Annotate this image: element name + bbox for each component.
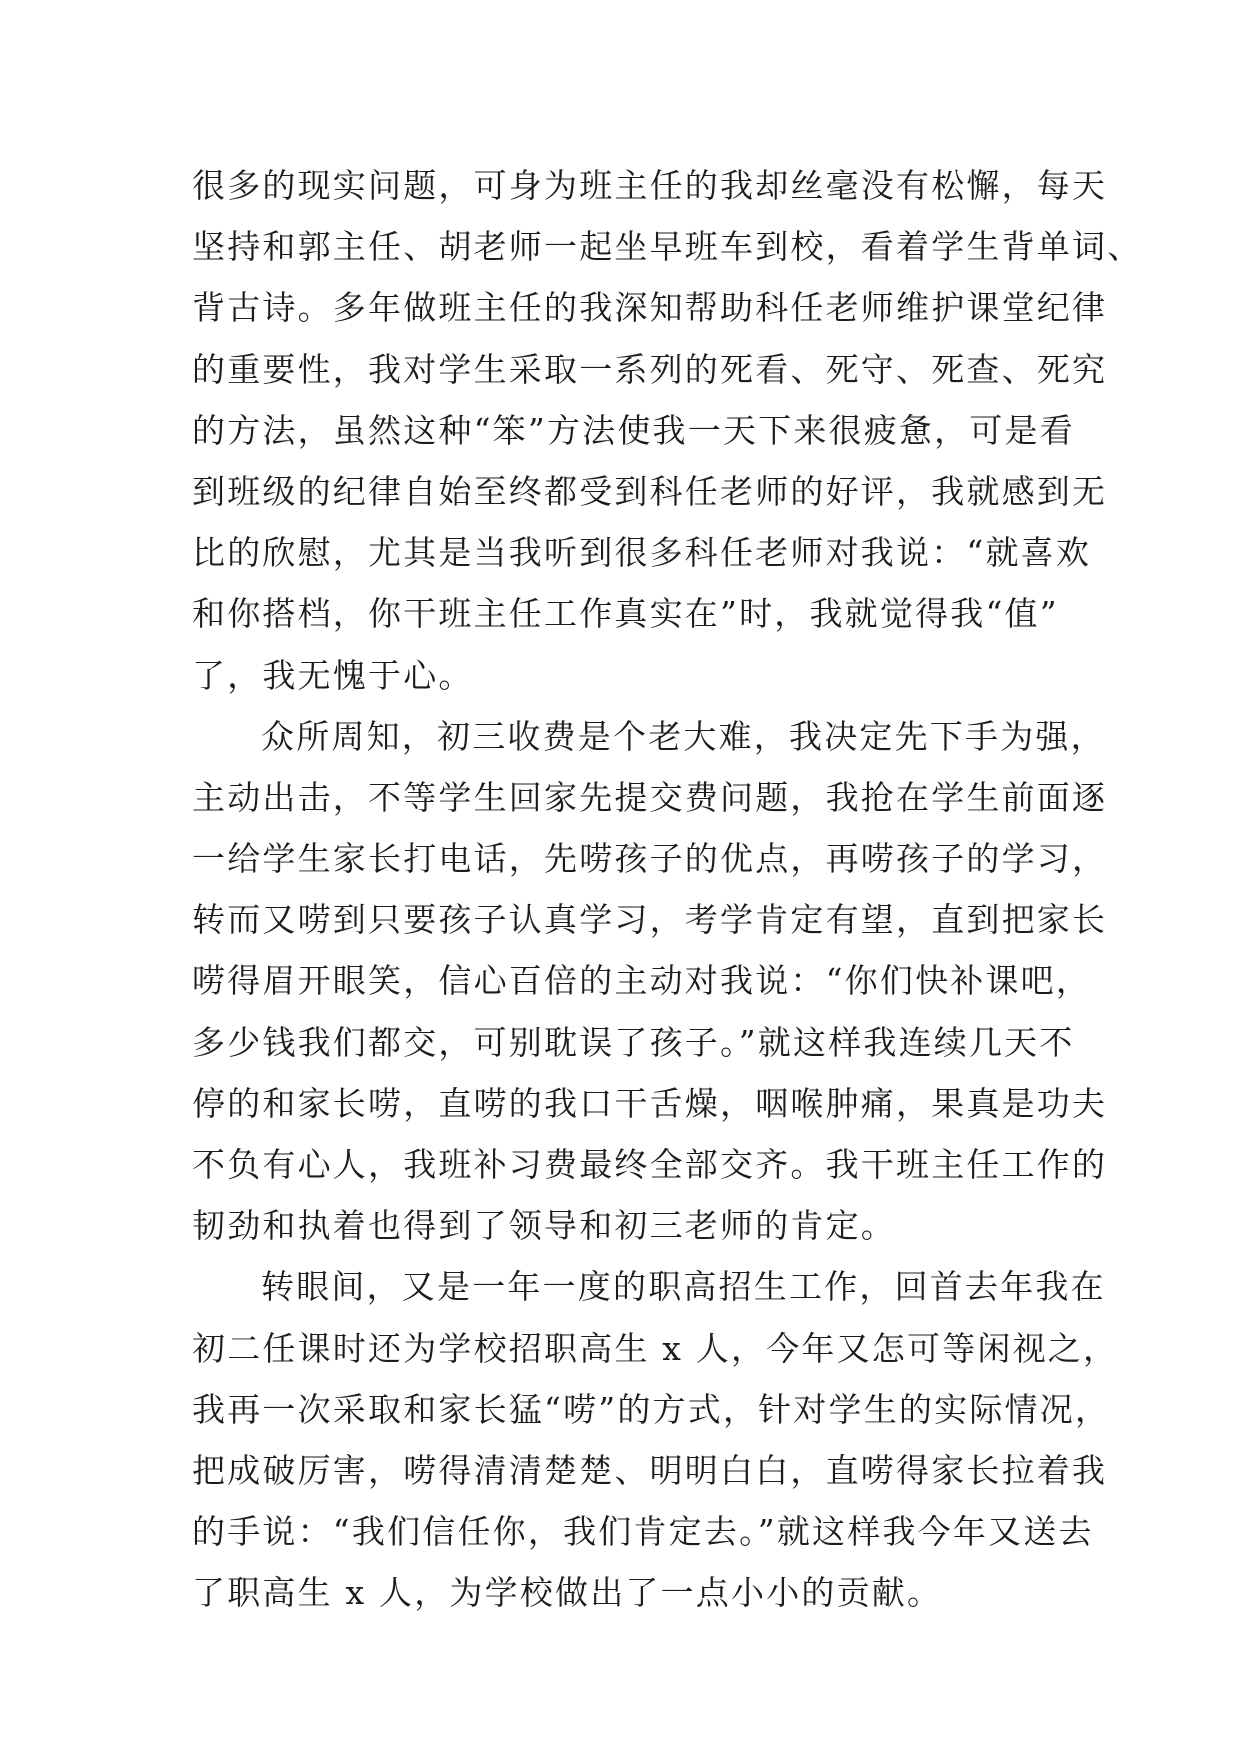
text-line: 主动出击，不等学生回家先提交费问题，我抢在学生前面逐 [192,777,1108,817]
text-line: 的重要性，我对学生采取一系列的死看、死守、死查、死究 [192,349,1108,389]
text-line: 韧劲和执着也得到了领导和初三老师的肯定。 [192,1206,896,1246]
text-line: 了职高生 x 人，为学校做出了一点小小的贡献。 [192,1573,943,1613]
text-line: 转而又唠到只要孩子认真学习，考学肯定有望，直到把家长 [192,900,1108,940]
text-line: 一给学生家长打电话，先唠孩子的优点，再唠孩子的学习， [192,839,1108,879]
text-line: 把成破厉害，唠得清清楚楚、明明白白，直唠得家长拉着我 [192,1450,1108,1490]
paragraph-3 [192,1256,1119,1623]
text-line: 很多的现实问题，可身为班主任的我却丝毫没有松懈，每天 [192,166,1108,205]
text-line: 转眼间，又是一年一度的职高招生工作，回首去年我在 [261,1267,1106,1307]
text-line: 背古诗。多年做班主任的我深知帮助科任老师维护课堂纪律 [192,288,1108,328]
text-line: 多少钱我们都交，可别耽误了孩子。”就这样我连续几天不 [192,1022,1075,1062]
text-line: 众所周知，初三收费是个老大难，我决定先下手为强， [261,716,1106,756]
text-line: 到班级的纪律自始至终都受到科任老师的好评，我就感到无 [192,471,1108,511]
paragraph-1 [192,155,1143,706]
paragraph-2 [192,706,1108,1257]
text-line: 坚持和郭主任、胡老师一起坐早班车到校，看着学生背单词、 [192,227,1143,267]
document-body [192,155,1143,1624]
text-line: 了，我无愧于心。 [192,655,474,695]
text-line: 停的和家长唠，直唠的我口干舌燥，咽喉肿痛，果真是功夫 [192,1083,1108,1123]
text-line: 初二任课时还为学校招职高生 x 人，今年又怎可等闲视之， [192,1328,1119,1368]
text-line: 比的欣慰，尤其是当我听到很多科任老师对我说：“就喜欢 [192,533,1092,573]
text-line: 不负有心人，我班补习费最终全部交齐。我干班主任工作的 [192,1145,1108,1184]
text-line: 和你搭档，你干班主任工作真实在”时，我就觉得我“值” [192,594,1059,634]
text-line: 的方法，虽然这种“笨”方法使我一天下来很疲惫，可是看 [192,410,1075,450]
text-line: 唠得眉开眼笑，信心百倍的主动对我说：“你们快补课吧， [192,961,1092,1001]
text-line: 我再一次采取和家长猛“唠”的方式，针对学生的实际情况， [192,1389,1111,1429]
text-line: 的手说：“我们信任你，我们肯定去。”就这样我今年又送去 [192,1512,1094,1552]
